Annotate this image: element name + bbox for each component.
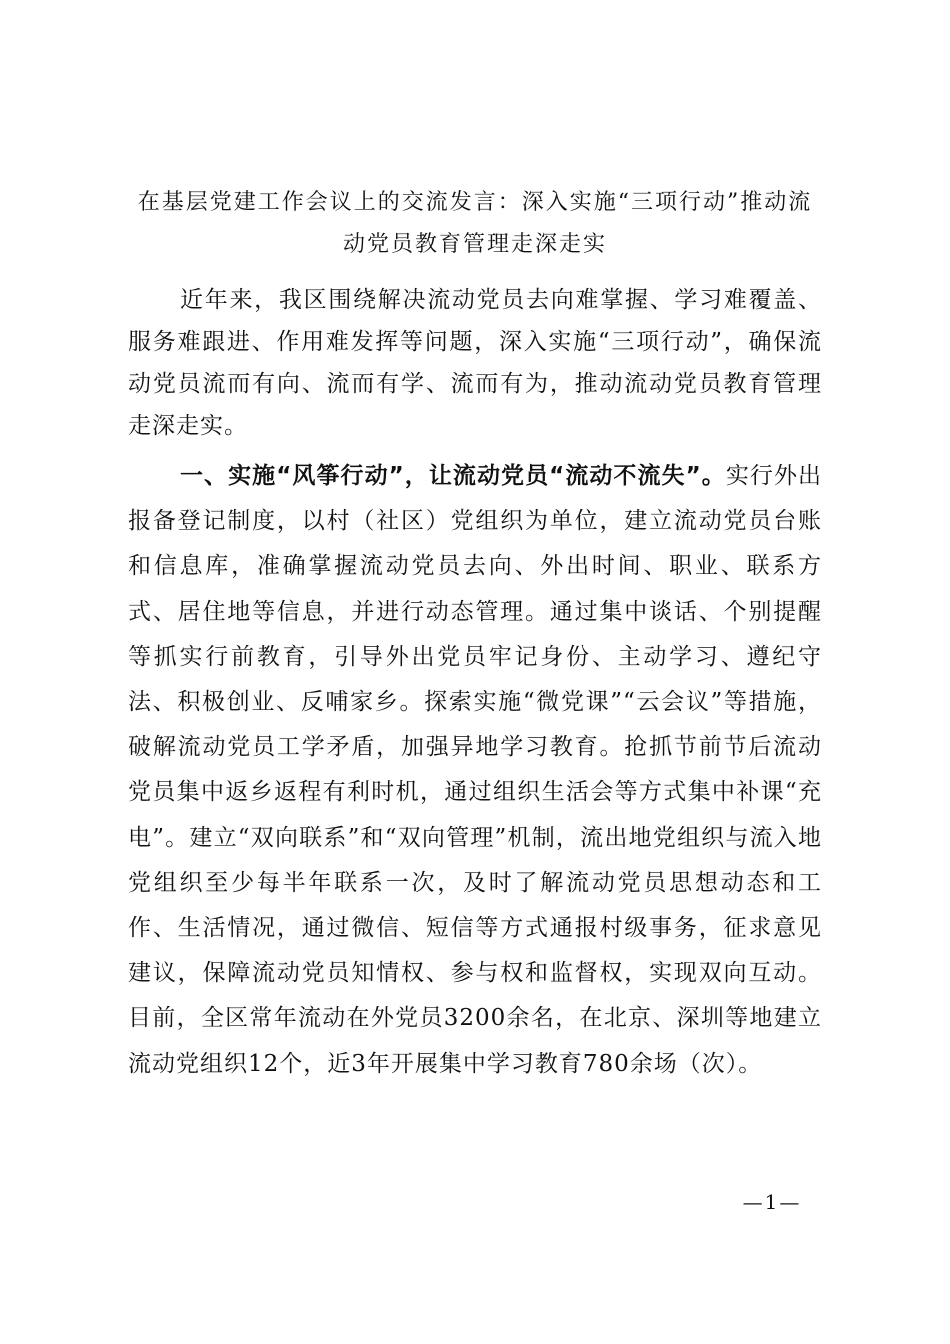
document-title: 在基层党建工作会议上的交流发言：深入实施“三项行动”推动流动党员教育管理走深走实 <box>137 190 813 257</box>
section-1-heading: 一、实施“风筝行动”，让流动党员“流动不流失”。 <box>180 463 726 489</box>
intro-paragraph: 近年来，我区围绕解决流动党员去向难掌握、学习难覆盖、服务难跟进、作用难发挥等问题，深入实施“三项行动”，确保流动党员流而有向、流而有学、流而有为，推动流动党员教育管理走深走实。 <box>128 287 822 439</box>
section-1-paragraph <box>128 454 822 1087</box>
page-number: —1— <box>742 1190 802 1214</box>
section-1-body: 实行外出报备登记制度，以村（社区）党组织为单位，建立流动党员台账和信息库，准确掌握流动党员去向、外出时间、职业、联系方式、居住地等信息，并进行动态管理。通过集中谈话、个别提醒等抓实行前教育，引导外出党员牢记身份、主动学习、遵纪守法、积极创业、反哺家乡。探索实施“微党课”“云会议”等措施，破解流动党员工学矛盾，加强异地学习教育。抢抓节前节后流动党员集中返乡返程有利时机，通过组织生活会等方式集中补课“充电”。建立“双向联系”和“双向管理”机制，流出地党组织与流入地党组织至少每半年联系一次，及时了解流动党员思想动态和工作、生活情况，通过微信、短信等方式通报村级事务，征求意见建议，保障流动党员知情权、参与权和监督权，实现双向互动。目前，全区常年流动在外党员3200余名，在北京、深圳等地建立流动党组织12个，近3年开展集中学习教育780余场（次）。 <box>128 463 822 1077</box>
